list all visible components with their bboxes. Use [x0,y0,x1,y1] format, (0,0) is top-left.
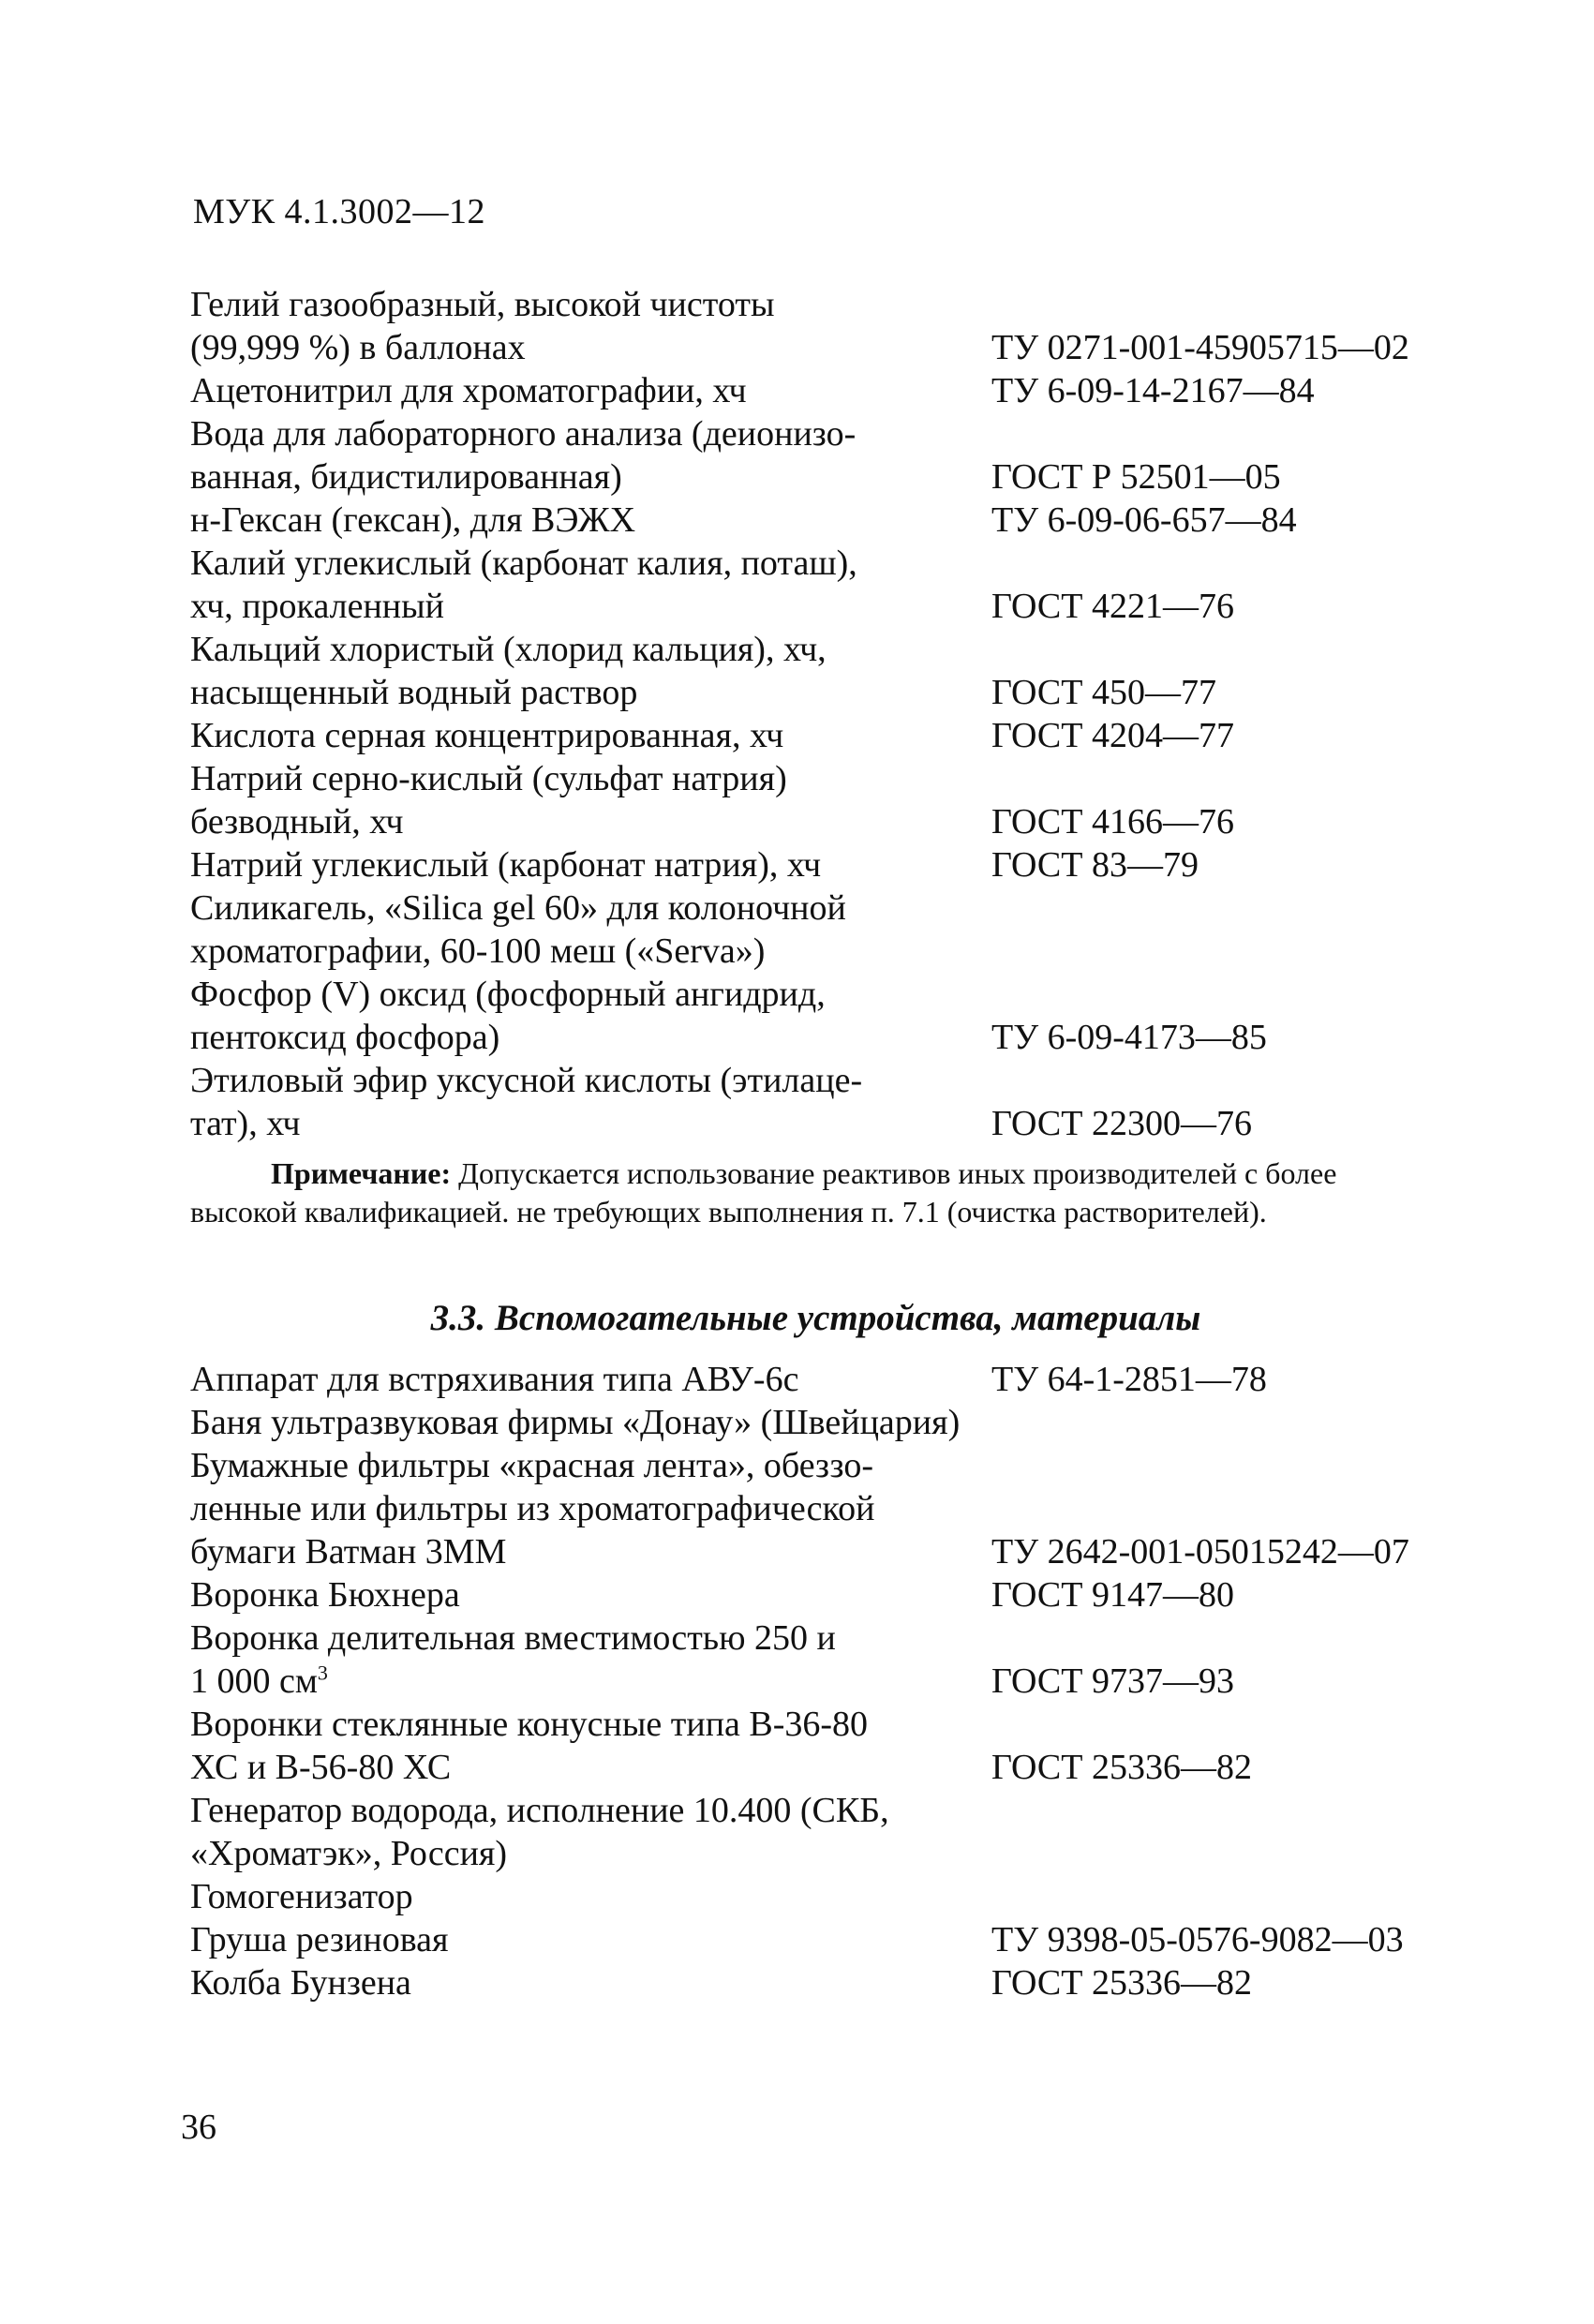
standard-ref: ГОСТ 25336—82 [991,1748,1252,1787]
standard-ref [991,1487,1446,1530]
device-row [190,1789,1446,1832]
device-row [190,1573,1446,1616]
item-name: 1 000 $см^3$ [190,1661,328,1701]
reagent-row [190,671,1446,714]
standard-ref: ГОСТ 450—77 [991,673,1216,712]
standard-ref: ТУ 0271-001-45905715—02 [991,328,1409,367]
item-name: бумаги Ватман 3ММ [190,1532,507,1572]
standard-ref [991,283,1446,326]
item-name: Кислота серная концентрированная, хч [190,716,784,755]
item-name: ленные или фильтры из хроматографической [190,1489,875,1528]
note-label: Примечание: [271,1156,452,1190]
item-name: (99,999 %) в баллонах [190,328,526,367]
device-row [190,1746,1446,1789]
item-name: Воронка Бюхнера [190,1575,460,1615]
item-name: Вода для лабораторного анализа (деионизо- [190,414,857,454]
item-name: Фосфор (V) оксид (фосфорный ангидрид, [190,975,826,1014]
item-name: Аппарат для встряхивания типа АВУ-6с [190,1360,799,1399]
item-name: Баня ультразвуковая фирмы «Донау» (Швейцария) [190,1403,961,1442]
item-name: ванная, бидистилированная) [190,457,622,497]
reagent-row [190,283,1446,326]
standard-ref: ГОСТ Р 52501—05 [991,457,1281,497]
standard-ref: ТУ 64-1-2851—78 [991,1360,1267,1399]
device-row [190,1961,1446,2004]
item-name: Силикагель, «Silica gel 60» для колоночной [190,888,846,928]
device-row [190,1703,1446,1746]
item-name: хч, прокаленный [190,587,445,626]
reagent-row [190,757,1446,800]
item-name: Натрий углекислый (карбонат натрия), хч [190,845,822,885]
item-name: Ацетонитрил для хроматографии, хч [190,371,747,410]
reagent-row [190,628,1446,671]
reagent-row [190,714,1446,757]
reagent-row [190,585,1446,628]
item-name: тат), хч [190,1104,301,1143]
standard-ref [991,1401,1446,1444]
device-row [190,1918,1446,1961]
item-name: Кальций хлористый (хлорид кальция), хч, [190,630,827,669]
standard-ref [991,1616,1446,1660]
reagent-row [190,1102,1446,1145]
reagent-row [190,455,1446,499]
standard-ref [991,412,1446,455]
item-name: пентоксид фосфора) [190,1018,500,1057]
standard-ref [991,1059,1446,1102]
reagents-list [190,283,1446,1145]
superscript: 3 [317,1661,328,1685]
standard-ref: ТУ 6-09-4173—85 [991,1018,1267,1057]
reagent-row [190,886,1446,930]
device-row [190,1875,1446,1918]
item-name: ХС и В-56-80 ХС [190,1748,452,1787]
section-title: 3.3. Вспомогательные устройства, материалы [430,1298,1201,1338]
document-code: МУК 4.1.3002—12 [193,192,486,231]
device-row [190,1616,1446,1660]
item-name: н-Гексан (гексан), для ВЭЖХ [190,500,636,540]
reagent-row [190,973,1446,1016]
standard-ref [991,1875,1446,1918]
standard-ref [991,1444,1446,1487]
reagent-row [190,412,1446,455]
standard-ref [991,628,1446,671]
item-name: Воронки стеклянные конусные типа В-36-80 [190,1705,869,1744]
standard-ref: ГОСТ 22300—76 [991,1104,1252,1143]
standard-ref: ГОСТ 9147—80 [991,1575,1234,1615]
standard-ref [991,886,1446,930]
reagent-row [190,800,1446,843]
item-name: безводный, хч [190,802,404,842]
device-row [190,1832,1446,1875]
item-name: Гомогенизатор [190,1877,413,1916]
item-name: Воронка делительная вместимостью 250 и [190,1618,836,1658]
standard-ref: ГОСТ 4166—76 [991,802,1234,842]
standard-ref: ГОСТ 4221—76 [991,587,1234,626]
item-name: хроматографии, 60-100 меш («Serva») [190,931,766,971]
standard-ref: ТУ 6-09-06-657—84 [991,500,1297,540]
item-name: Бумажные фильтры «красная лента», обеззо- [190,1446,873,1485]
page-number: 36 [181,2108,216,2147]
standard-ref [991,542,1446,585]
item-name: Этиловый эфир уксусной кислоты (этилаце- [190,1061,863,1100]
note [190,1155,1399,1231]
device-row [190,1358,1446,1401]
reagent-row [190,499,1446,542]
device-row [190,1401,1446,1444]
item-name: Калий углекислый (карбонат калия, поташ), [190,544,857,583]
item-name: «Хроматэк», Россия) [190,1834,508,1873]
standard-ref: ГОСТ 25336—82 [991,1963,1252,2003]
standard-ref: ТУ 9398-05-0576-9082—03 [991,1920,1404,1959]
reagent-row [190,326,1446,369]
device-row [190,1530,1446,1573]
reagent-row [190,930,1446,973]
standard-ref: ГОСТ 4204—77 [991,716,1234,755]
standard-ref [991,930,1446,973]
item-name: Гелий газообразный, высокой чистоты [190,285,775,324]
reagent-row [190,542,1446,585]
item-name: Натрий серно-кислый (сульфат натрия) [190,759,787,798]
standard-ref [991,757,1446,800]
reagent-row [190,1016,1446,1059]
standard-ref [991,1832,1446,1875]
reagent-row [190,1059,1446,1102]
device-row [190,1660,1446,1703]
standard-ref [991,1703,1446,1746]
device-row [190,1487,1446,1530]
device-row [190,1444,1446,1487]
item-name: Груша резиновая [190,1920,449,1959]
reagent-row [190,843,1446,886]
standard-ref: ТУ 2642-001-05015242—07 [991,1532,1409,1572]
standard-ref [991,1789,1446,1832]
note-text: Допускается использование реактивов иных производителей с более высокой квалификацией. не требующих выполнения п. 7.1 (очистка растворителей). [190,1156,1337,1229]
standard-ref: ГОСТ 83—79 [991,845,1199,885]
standard-ref [991,973,1446,1016]
item-name: насыщенный водный раствор [190,673,638,712]
reagent-row [190,369,1446,412]
item-name: Генератор водорода, исполнение 10.400 (СКБ, [190,1791,889,1830]
devices-list [190,1358,1446,2004]
item-name: Колба Бунзена [190,1963,411,2003]
standard-ref: ГОСТ 9737—93 [991,1661,1234,1701]
standard-ref: ТУ 6-09-14-2167—84 [991,371,1315,410]
